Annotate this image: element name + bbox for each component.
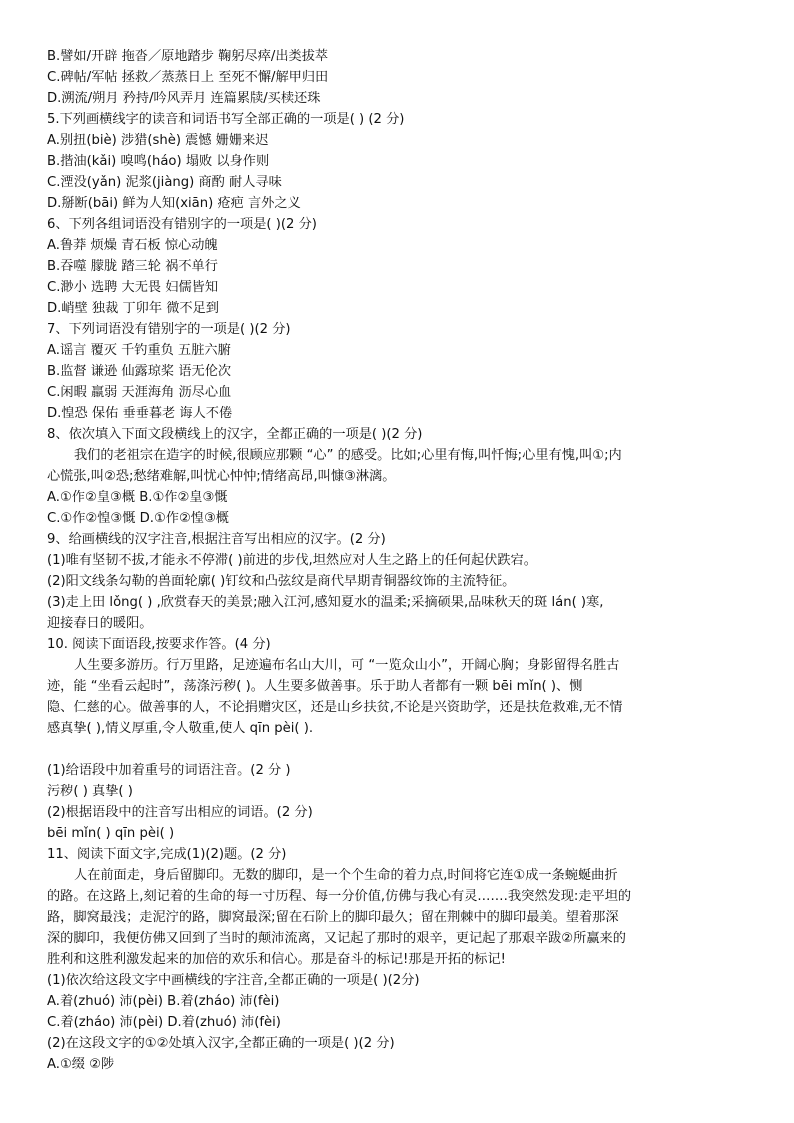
answer-line: 污秽( ) 真挚( ) [47, 784, 133, 799]
option-line: A.①缀 ②陟 [47, 1057, 115, 1072]
option-line: D.峭壁 独裁 丁卯年 微不足到 [47, 301, 219, 316]
subquestion-line: (1)唯有坚韧不拔,才能永不停滞( )前进的步伐,坦然应对人生之路上的任何起伏跌宕。 [47, 553, 537, 568]
passage-line: 我们的老祖宗在造字的时候,很顾应那颗 “心” 的感受。比如;心里有悔,叫忏悔;心里有愧,叫①;内 [74, 448, 622, 463]
option-line: A.着(zhuó) 沛(pèi) B.着(zháo) 沛(fèi) [47, 994, 280, 1009]
option-line: C.湮没(yǎn) 泥浆(jiàng) 商酌 耐人寻味 [47, 175, 282, 190]
question-heading: 8、依次填入下面文段横线上的汉字，全都正确的一项是( )(2 分) [47, 427, 423, 442]
passage-line: 胜利和这胜利激发起来的加倍的欢乐和信心。那是奋斗的标记!那是开拓的标记! [47, 952, 506, 967]
option-line: C.渺小 选聘 大无畏 妇儒皆知 [47, 280, 219, 295]
question-heading: 9、给画横线的汉字注音,根据注音写出相应的汉字。(2 分) [47, 532, 386, 547]
subquestion-line: (2)根据语段中的注音写出相应的词语。(2 分) [47, 805, 313, 820]
question-heading: 5.下列画横线字的读音和词语书写全部正确的一项是( ) (2 分) [47, 112, 405, 127]
answer-line: bēi mǐn( ) qīn pèi( ) [47, 826, 175, 841]
option-line: C.①作②惶③慨 D.①作②惶③概 [47, 511, 229, 526]
subquestion-line: (1)给语段中加着重号的词语注音。(2 分 ) [47, 763, 291, 778]
option-line: A.别扭(biè) 涉猎(shè) 震憾 姗姗来迟 [47, 133, 269, 148]
option-line: C.闲暇 羸弱 天涯海角 沥尽心血 [47, 385, 232, 400]
passage-line: 迹，能 “坐看云起时”，荡涤污秽( )。人生要多做善事。乐于助人者都有一颗 bēi mǐn( )、恻 [47, 679, 583, 694]
subquestion-line: 迎接春日的暖阳。 [47, 616, 153, 631]
question-heading: 7、下列词语没有错别字的一项是( )(2 分) [47, 322, 291, 337]
option-line: A.①作②皇③概 B.①作②皇③慨 [47, 490, 228, 505]
passage-line: 路，脚窝最浅；走泥泞的路，脚窝最深;留在石阶上的脚印最久；留在荆棘中的脚印最美。望着那深 [47, 910, 619, 925]
exam-page [47, 46, 757, 1075]
option-line: B.譬如/开辟 拖沓／原地踏步 鞠躬尽瘁/出类拔萃 [47, 49, 329, 64]
question-heading: 6、下列各组词语没有错别字的一项是( )(2 分) [47, 217, 317, 232]
subquestion-line: (3)走上田 lǒng( ) ,欣赏春天的美景;融入江河,感知夏水的温柔;采摘硕果,品味秋天的斑 lán( )寒, [47, 595, 604, 610]
question-heading: 11、阅读下面文字,完成(1)(2)题。(2 分) [47, 847, 287, 862]
passage-line: 人在前面走，身后留脚印。无数的脚印，是一个个生命的着力点,时间将它连①成一条蜿蜒曲折 [74, 868, 618, 883]
option-line: A.鲁莽 烦燥 青石板 惊心动魄 [47, 238, 218, 253]
passage-line: 深的脚印，我便仿佛又回到了当时的颠沛流离，又记起了那时的艰辛，更记起了那艰辛跋②所赢来的 [47, 931, 626, 946]
passage-line: 感真挚( ),情义厚重,令人敬重,使人 qīn pèi( ). [47, 721, 314, 736]
question-heading: 10. 阅读下面语段,按要求作答。(4 分) [47, 637, 271, 652]
subquestion-line: (2)在这段文字的①②处填入汉字,全都正确的一项是( )(2 分) [47, 1036, 395, 1051]
option-line: B.吞噬 朦胧 踏三轮 祸不单行 [47, 259, 218, 274]
option-line: B.监督 谦逊 仙露琼桨 语无伦次 [47, 364, 232, 379]
option-line: D.掰断(bāi) 鲜为人知(xiān) 疮疤 言外之义 [47, 196, 301, 211]
option-line: C.着(zháo) 沛(pèi) D.着(zhuó) 沛(fèi) [47, 1015, 281, 1030]
option-line: A.谣言 覆灭 千钓重负 五脏六腑 [47, 343, 231, 358]
option-line: B.揩油(kǎi) 嗅鸣(háo) 塌败 以身作则 [47, 154, 270, 169]
blank-line [47, 739, 757, 760]
option-line: C.碑帖/军帖 拯救／蒸蒸日上 至死不懈/解甲归田 [47, 70, 329, 85]
option-line: D.溯流/朔月 矜持/吟风弄月 连篇累牍/买椟还珠 [47, 91, 321, 106]
subquestion-line: (1)依次给这段文字中画横线的字注音,全都正确的一项是( )(2分) [47, 973, 420, 988]
passage-line: 的路。在这路上,刻记着的生命的每一寸历程、每一分价值,仿佛与我心有灵.……我突然发现:走平坦的 [47, 889, 632, 904]
subquestion-line: (2)阳文线条勾勒的兽面轮廓( )钉纹和凸弦纹是商代早期青铜器纹饰的主流特征。 [47, 574, 516, 589]
passage-line: 心慌张,叫②恐;愁绪难解,叫忧心忡忡;情绪高昂,叫慷③淋漓。 [47, 469, 396, 484]
passage-line: 人生要多游历。行万里路，足迹遍布名山大川，可 “一览众山小”，开阔心胸；身影留得名胜古 [74, 658, 620, 673]
option-line: D.惶恐 保佑 垂垂暮老 诲人不倦 [47, 406, 233, 421]
passage-line: 隐、仁慈的心。做善事的人，不论捐赠灾区，还是山乡扶贫,不论是兴资助学，还是扶危救难,无不情 [47, 700, 623, 715]
